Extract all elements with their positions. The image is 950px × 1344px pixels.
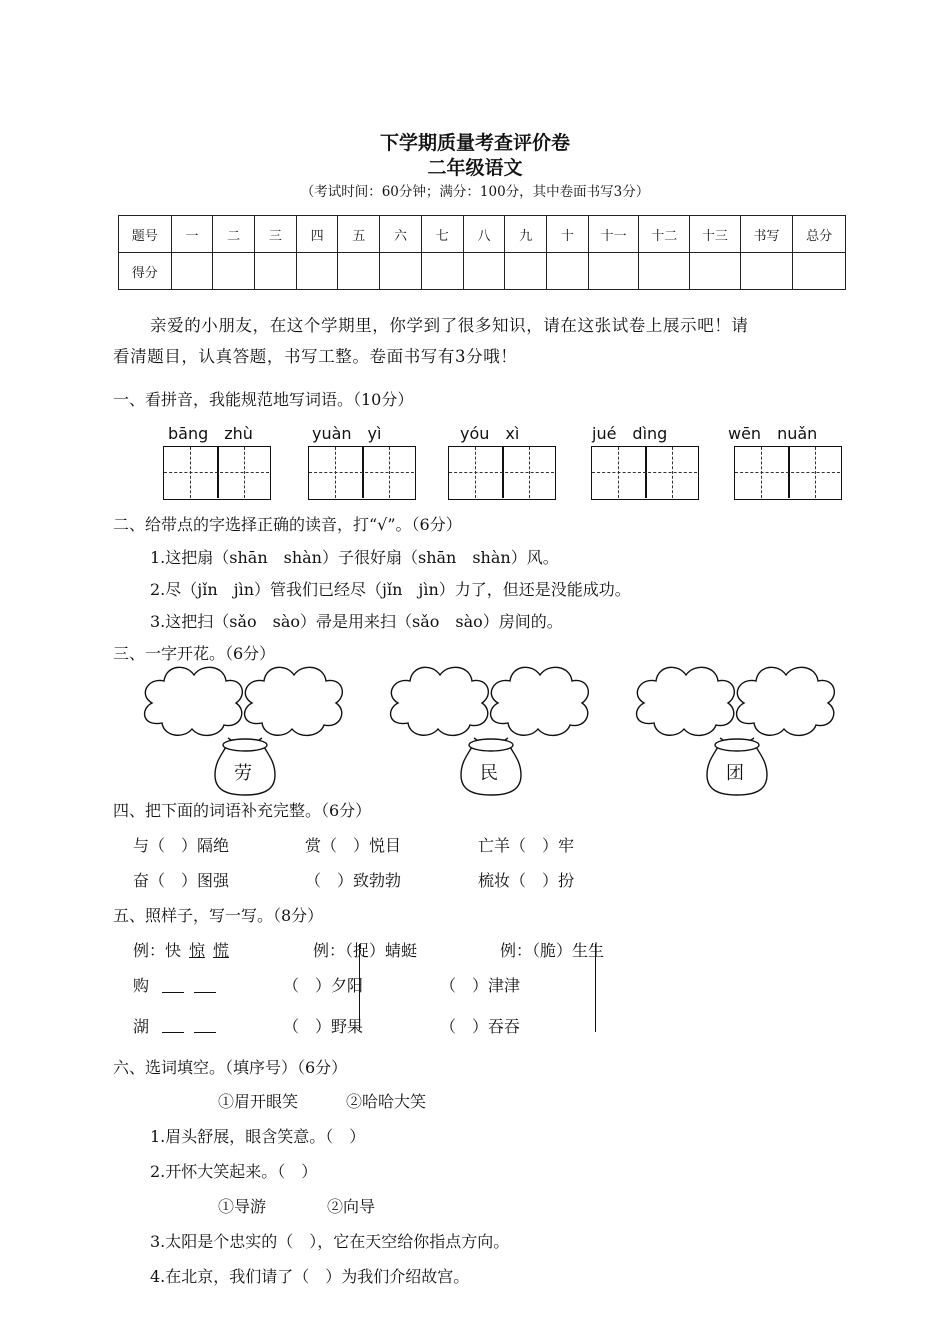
q2-item-2[interactable]: 2.尽（jǐn jìn）管我们已经尽（jǐn jìn）力了，但还是没能成功。 [150,580,631,599]
vase-char-2: 民 [480,763,498,784]
score-cell: 一 [171,216,213,253]
score-cell: 八 [463,216,505,253]
score-cell: 十 [547,216,589,253]
q5-divider-2 [595,944,596,1032]
q5-divider-1 [359,944,360,1030]
q2-item-3[interactable]: 3.这把扫（sǎo sào）帚是用来扫（sǎo sào）房间的。 [150,612,563,631]
q2-title: 二、给带点的字选择正确的读音，打“√”。（6分） [113,515,462,534]
score-cell: 十三 [690,216,741,253]
q5-row-2-col-3[interactable]: （ ）吞吞 [440,1017,521,1036]
score-cell: 十二 [639,216,690,253]
q6-item-1[interactable]: 1.眉头舒展，眼含笑意。（ ） [150,1127,366,1146]
q4-item[interactable]: 赏（ ）悦目 [305,836,402,855]
q5-row-2-char: 湖 [133,1017,150,1036]
q5-example-2: 例：（捉）蜻蜓 [313,941,418,960]
q1-title: 一、看拼音，我能规范地写词语。（10分） [113,390,414,409]
intro-line-1: 亲爱的小朋友，在这个学期里，你学到了很多知识，请在这张试卷上展示吧！请 [150,316,749,335]
q5-row-1-col-2[interactable]: （ ）夕阳 [283,976,364,995]
vase-char-1: 劳 [234,763,252,784]
q5-example-3: 例：（脆）生生 [500,941,605,960]
q5-row-1-col-3[interactable]: （ ）津津 [440,976,521,995]
q6-item-3[interactable]: 3.太阳是个忠实的（ ），它在天空给你指点方向。 [150,1232,510,1251]
q6-option-1b: ②哈哈大笑 [346,1092,427,1111]
score-cell: 总分 [793,216,846,253]
q6-title: 六、选词填空。（填序号）（6分） [113,1058,348,1077]
exam-title: 下学期质量考查评价卷 [379,132,570,154]
q5-example-1-char-b: 慌 [213,941,230,960]
q5-blank[interactable] [194,1032,216,1033]
q4-item[interactable]: 与（ ）隔绝 [133,836,230,855]
q5-example-1 [133,938,229,961]
q5-blank[interactable] [162,992,184,993]
q4-item[interactable]: 奋（ ）图强 [133,871,230,890]
q5-example-1-prefix: 例：快 [133,941,182,960]
score-cell: 题号 [119,216,172,253]
q5-example-1-char-a: 惊 [189,941,206,960]
q5-blank[interactable] [162,1032,184,1033]
q4-item[interactable]: 亡羊（ ）牢 [478,836,575,855]
q4-title: 四、把下面的词语补充完整。（6分） [113,801,372,820]
grade-title: 二年级语文 [427,157,523,179]
q4-item[interactable]: 梳妆（ ）扮 [478,871,575,890]
q6-option-2a: ①导游 [218,1197,267,1216]
q6-item-4[interactable]: 4.在北京，我们请了（ ）为我们介绍故宫。 [150,1267,470,1286]
q5-row-2-col-2[interactable]: （ ）野果 [283,1017,364,1036]
vase-char-3: 团 [726,763,744,784]
exam-info: （考试时间：60分钟；满分：100分，其中卷面书写3分） [300,184,650,200]
q4-item[interactable]: （ ）致勃勃 [305,871,402,890]
score-cell: 十一 [588,216,639,253]
q3-title: 三、一字开花。（6分） [113,644,276,663]
q5-blank[interactable] [194,992,216,993]
q1-pinyin-4: jué dìng [592,424,668,443]
score-cell: 六 [380,216,422,253]
score-cell: 三 [255,216,297,253]
q2-item-1[interactable]: 1.这把扇（shān shàn）子很好扇（shān shàn）风。 [150,548,559,567]
score-cell: 二 [213,216,255,253]
q6-option-2b: ②向导 [327,1197,376,1216]
q6-option-1a: ①眉开眼笑 [218,1092,299,1111]
q1-pinyin-1: bāng zhù [168,424,253,443]
q1-pinyin-2: yuàn yì [312,424,382,443]
q5-row-1-char: 购 [133,976,150,995]
score-cell: 七 [421,216,463,253]
score-cell: 五 [338,216,380,253]
score-cell: 九 [505,216,547,253]
q6-item-2[interactable]: 2.开怀大笑起来。（ ） [150,1162,318,1181]
score-cell: 书写 [740,216,793,253]
score-label-cell: 得分 [119,253,172,290]
q1-pinyin-3: yóu xì [460,424,520,443]
q5-title: 五、照样子，写一写。（8分） [113,906,324,925]
intro-line-2: 看清题目，认真答题，书写工整。卷面书写有3分哦！ [113,347,518,366]
q1-pinyin-5: wēn nuǎn [728,424,818,443]
score-cell: 四 [296,216,338,253]
